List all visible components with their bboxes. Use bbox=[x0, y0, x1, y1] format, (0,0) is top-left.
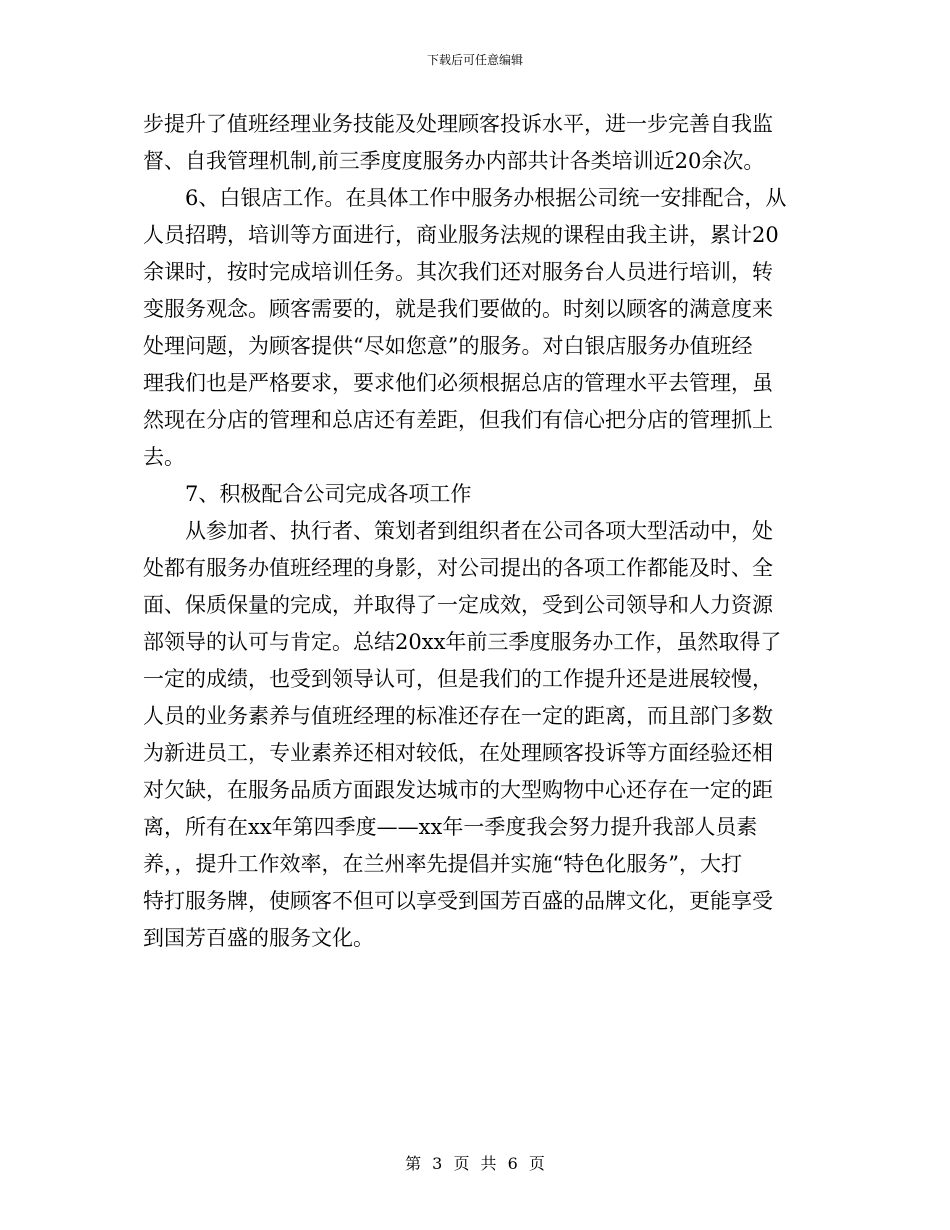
text-line: 人员的业务素养与值班经理的标准还存在一定的距离，而且部门多数 bbox=[143, 704, 773, 728]
text-line: 部领导的认可与肯定。总结20xx年前三季度服务办工作，虽然取得了 bbox=[143, 630, 782, 654]
text-line: 特打服务牌，使顾客不但可以享受到国芳百盛的品牌文化，更能享受 bbox=[143, 889, 773, 913]
text-line: 从参加者、执行者、策划者到组织者在公司各项大型活动中，处 bbox=[143, 519, 773, 543]
text-line: 养，，提升工作效率，在兰州率先提倡并实施“特色化服务”，大打 bbox=[143, 852, 742, 876]
text-line: 督、自我管理机制,前三季度度服务办内部共计各类培训近20余次。 bbox=[143, 149, 765, 173]
text-line: 7、积极配合公司完成各项工作 bbox=[143, 482, 472, 506]
text-line: 理我们也是严格要求，要求他们必须根据总店的管理水平去管理，虽 bbox=[143, 371, 773, 395]
text-line: 面、保质保量的完成，并取得了一定成效，受到公司领导和人力资源 bbox=[143, 593, 773, 617]
text-line: 到国芳百盛的服务文化。 bbox=[143, 926, 374, 950]
text-line: 离，所有在xx年第四季度——xx年一季度我会努力提升我部人员素 bbox=[143, 815, 758, 839]
text-line: 变服务观念。顾客需要的，就是我们要做的。时刻以顾客的满意度来 bbox=[143, 297, 773, 321]
text-line: 步提升了值班经理业务技能及处理顾客投诉水平，进一步完善自我监 bbox=[143, 112, 773, 136]
page-number: 第 3 页 共 6 页 bbox=[405, 1154, 545, 1173]
text-line: 处都有服务办值班经理的身影，对公司提出的各项工作都能及时、全 bbox=[143, 556, 773, 580]
text-line: 处理问题，为顾客提供“尽如您意”的服务。对白银店服务办值班经 bbox=[143, 334, 753, 358]
text-line: 去。 bbox=[143, 445, 185, 469]
text-line: 然现在分店的管理和总店还有差距，但我们有信心把分店的管理抓上 bbox=[143, 408, 773, 432]
text-line: 对欠缺，在服务品质方面跟发达城市的大型购物中心还存在一定的距 bbox=[143, 778, 773, 802]
text-line: 为新进员工，专业素养还相对较低，在处理顾客投诉等方面经验还相 bbox=[143, 741, 773, 765]
text-line: 人员招聘，培训等方面进行，商业服务法规的课程由我主讲，累计20 bbox=[143, 223, 779, 247]
text-line: 6、白银店工作。在具体工作中服务办根据公司统一安排配合，从 bbox=[143, 186, 787, 210]
body-text bbox=[143, 106, 813, 957]
page-header: 下载后可任意编辑 bbox=[426, 53, 523, 67]
text-line: 余课时，按时完成培训任务。其次我们还对服务台人员进行培训，转 bbox=[143, 260, 773, 284]
text-line: 一定的成绩，也受到领导认可，但是我们的工作提升还是进展较慢， bbox=[143, 667, 773, 691]
